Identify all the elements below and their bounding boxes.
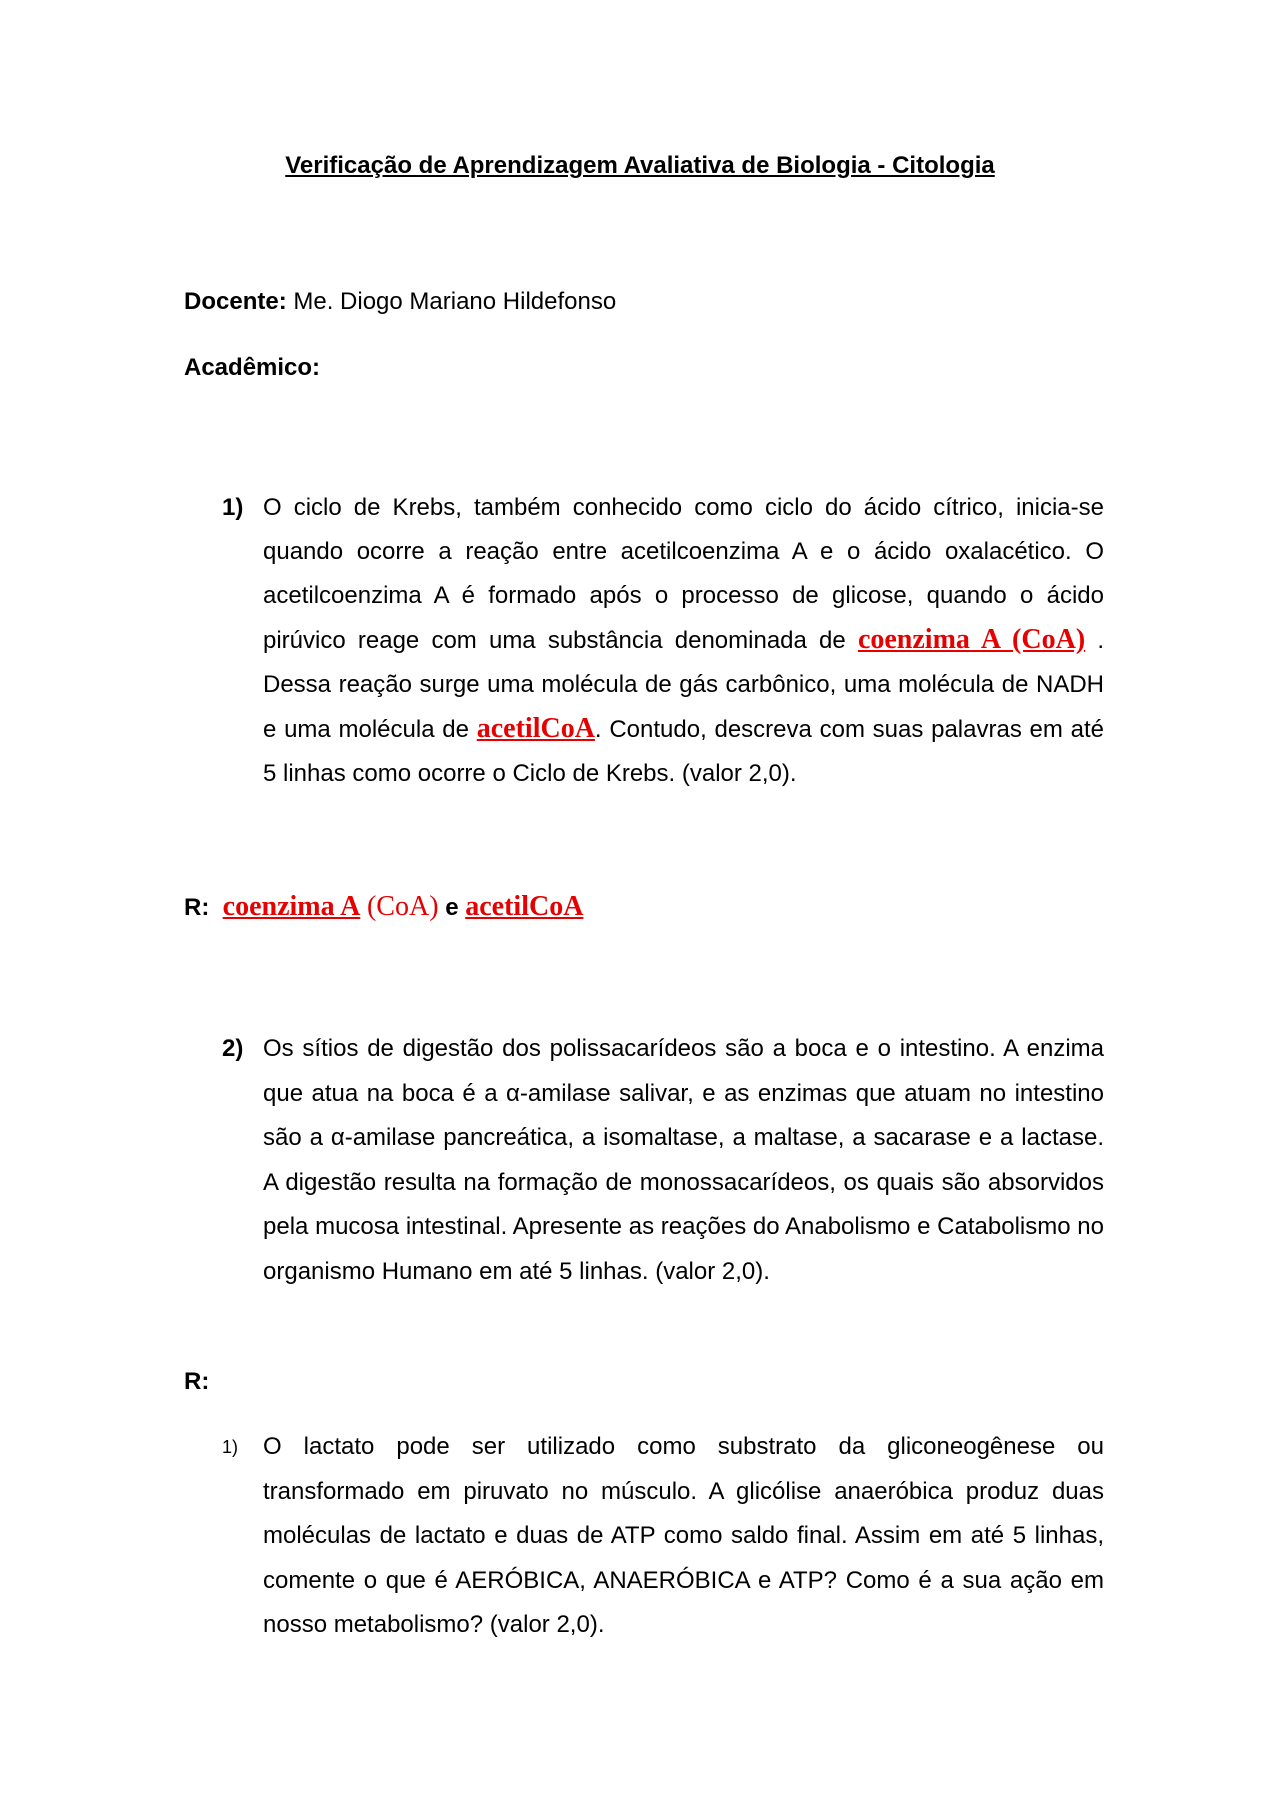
docente-value: Me. Diogo Mariano Hildefonso: [293, 288, 617, 315]
response-1-coenzima: coenzima A: [222, 891, 361, 922]
question-1-text: [263, 486, 1104, 796]
response-1-acetilcoa: acetilCoA: [465, 891, 584, 922]
question-1-number: 1): [222, 494, 244, 521]
docente-label: Docente:: [184, 288, 287, 315]
question-3-number: 1): [222, 1437, 239, 1457]
question-1-text-a: O ciclo de Krebs, também conhecido como ciclo do ácido cítrico, inicia-se quando ocorre a reação entre acetilcoenzima A e o ácido oxalacético. O acetilcoenzima A é formado após o processo de glicose, quando o ácido pirúvico reage com uma substância denominada de: [263, 494, 1104, 654]
question-1-text-c: . Contudo, descreva com suas palavras em até 5 linhas como ocorre o Ciclo de Krebs. (valor 2,0).: [263, 716, 1104, 787]
response-1-conj: e: [445, 894, 459, 921]
question-3-text: O lactato pode ser utilizado como substrato da gliconeogênese ou transformado em piruvato no músculo. A glicólise anaeróbica produz duas moléculas de lactato e duas de ATP como saldo final. Assim em até 5 linhas, comente o que é AERÓBICA, ANAERÓBICA e ATP? Como é a sua ação em nosso metabolismo? (valor 2,0).: [263, 1433, 1104, 1638]
question-2-text: Os sítios de digestão dos polissacarídeos são a boca e o intestino. A enzima que atua na boca é a α-amilase salivar, e as enzimas que atuam no intestino são a α-amilase pancreática, a isomaltase, a maltase, a sacarase e a lactase. A digestão resulta na formação de monossacarídeos, os quais são absorvidos pela mucosa intestinal. Apresente as reações do Anabolismo e Catabolismo no organismo Humano em até 5 linhas. (valor 2,0).: [263, 1035, 1104, 1285]
document-title: Verificação de Aprendizagem Avaliativa de Biologia - Citologia: [285, 152, 995, 179]
response-1: [184, 887, 583, 928]
response-1-coa: (CoA): [366, 891, 439, 922]
docente-line: [184, 286, 616, 318]
question-1-highlight-coa: coenzima A (CoA): [857, 624, 1086, 655]
question-2-number: 2): [222, 1035, 244, 1062]
response-2-label: R:: [184, 1368, 210, 1395]
academico-label: Acadêmico:: [184, 354, 321, 381]
response-1-label: R:: [184, 894, 210, 921]
question-1-highlight-acetilcoa: acetilCoA: [476, 713, 595, 744]
question-1-text-b: . Dessa reação surge uma molécula de gás carbônico, uma molécula de NADH e uma molécula de: [263, 627, 1105, 743]
academico-line: [184, 352, 320, 384]
